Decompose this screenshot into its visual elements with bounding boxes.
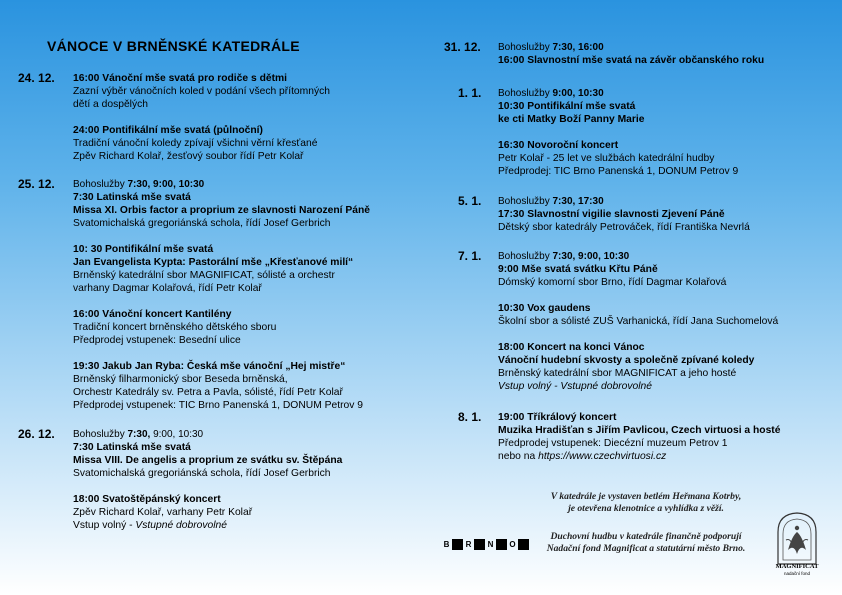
event-text: Tradiční vánoční koledy zpívají všichni věrní křesťané <box>73 138 318 149</box>
event-title: 9:00 Mše svatá svátku Křtu Páně <box>498 264 658 275</box>
services-line: Bohoslužby 9:00, 10:30 <box>498 88 604 99</box>
event-title: 16:30 Novoroční koncert <box>498 140 619 151</box>
event-subtitle: ke cti Matky Boží Panny Marie <box>498 114 645 125</box>
event-text: Zpěv Richard Kolař, varhany Petr Kolař <box>73 507 253 518</box>
event-title: 18:00 Koncert na konci Vánoc <box>498 342 645 353</box>
date-8-1: 8. 1. <box>458 410 482 424</box>
event-title: 24:00 Pontifikální mše svatá (půlnoční) <box>73 125 263 136</box>
event-title: 17:30 Slavnostní vigilie slavnosti Zjevení Páně <box>498 209 725 220</box>
website-link[interactable]: https://www.czechvirtuosi.cz <box>538 451 667 462</box>
event-text: Brněnský katedrální sbor MAGNIFICAT, sólisté a orchestr <box>73 270 335 281</box>
event-text: Petr Kolař - 25 let ve službách katedrální hudby <box>498 153 715 164</box>
magnificat-logo-icon <box>772 510 822 578</box>
date-5-1: 5. 1. <box>458 194 482 208</box>
event-title: 10: 30 Pontifikální mše svatá <box>73 244 214 255</box>
date-24-12: 24. 12. <box>18 71 55 85</box>
event-text: Dómský komorní sbor Brno, řídí Dagmar Kolařová <box>498 277 727 288</box>
logo-sub: nadační fond <box>783 571 811 576</box>
event-subtitle: Missa VIII. De angelis a proprium ze svátku sv. Štěpána <box>73 455 343 466</box>
event-text: Brněnský katedrální sbor MAGNIFICAT a jeho hosté <box>498 368 737 379</box>
services-line: Bohoslužby 7:30, 17:30 <box>498 196 604 207</box>
date-7-1: 7. 1. <box>458 249 482 263</box>
entry-1-1 <box>498 87 738 178</box>
entry-24-12 <box>73 72 330 163</box>
event-title: 7:30 Latinská mše svatá <box>73 192 191 203</box>
page-title: VÁNOCE V BRNĚNSKÉ KATEDRÁLE <box>47 38 300 54</box>
event-text: Vstup volný - Vstupné dobrovolné <box>498 381 652 392</box>
services-line: Bohoslužby 7:30, 16:00 <box>498 42 604 53</box>
entry-7-1 <box>498 250 778 393</box>
services-line: Bohoslužby 7:30, 9:00, 10:30 <box>73 179 205 190</box>
event-title: 19:00 Tříkrálový koncert <box>498 412 617 423</box>
services-line: Bohoslužby 7:30, 9:00, 10:30 <box>73 429 204 440</box>
event-text: Předprodej vstupenek: TIC Brno Panenská 1, DONUM Petrov 9 <box>73 400 363 411</box>
event-text: Předprodej vstupenek: Besední ulice <box>73 335 241 346</box>
event-title: 16:00 Vánoční mše svatá pro rodiče s dětmi <box>73 73 288 84</box>
logo-name: MAGNIFICAT <box>775 563 819 570</box>
event-title: 10:30 Pontifikální mše svatá <box>498 101 636 112</box>
event-text: Tradiční koncert brněnského dětského sboru <box>73 322 277 333</box>
event-subtitle: Jan Evangelista Kypta: Pastorální mše „Křesťanové milí“ <box>73 257 354 268</box>
event-text: Předprodej: TIC Brno Panenská 1, DONUM Petrov 9 <box>498 166 739 177</box>
entry-31-12 <box>498 41 764 67</box>
event-text: Dětský sbor katedrály Petrováček, řídí Františka Nevrlá <box>498 222 750 233</box>
services-line: Bohoslužby 7:30, 9:00, 10:30 <box>498 251 630 262</box>
event-text: Předprodej vstupenek: Diecézní muzeum Petrov 1 <box>498 438 728 449</box>
event-title: 7:30 Latinská mše svatá <box>73 442 191 453</box>
brno-logo <box>441 539 529 550</box>
brno-letter: B <box>443 540 450 549</box>
event-text: Svatomichalská gregoriánská schola, řídí Josef Gerbrich <box>73 218 331 229</box>
event-subtitle: Muzika Hradišťan s Jiřím Pavlicou, Czech virtuosi a hosté <box>498 425 781 436</box>
event-text: Školní sbor a sólisté ZUŠ Varhanická, řídí Jana Suchomelová <box>498 316 779 327</box>
entry-25-12 <box>73 178 370 412</box>
entry-5-1 <box>498 195 750 234</box>
event-text: Zpěv Richard Kolař, žesťový soubor řídí Petr Kolař <box>73 151 304 162</box>
event-text: nebo na https://www.czechvirtuosi.cz <box>498 451 667 462</box>
event-title: 18:00 Svatoštěpánský koncert <box>73 494 221 505</box>
brno-square <box>496 539 507 550</box>
event-text: varhany Dagmar Kolařová, řídí Petr Kolař <box>73 283 262 294</box>
event-text: Vstup volný - Vstupné dobrovolné <box>73 520 227 531</box>
date-31-12: 31. 12. <box>444 40 481 54</box>
brno-letter: N <box>487 540 494 549</box>
event-title: 16:00 Slavnostní mše svatá na závěr občanského roku <box>498 55 765 66</box>
brno-letter: R <box>465 540 472 549</box>
nativity-note: V katedrále je vystaven betlém Heřmana Kotrby, je otevřena klenotnice a vyhlídka z věží. <box>550 491 742 514</box>
entry-26-12 <box>73 428 342 532</box>
event-subtitle: Missa XI. Orbis factor a proprium ze slavnosti Narození Páně <box>73 205 370 216</box>
event-title: 16:00 Vánoční koncert Kantilény <box>73 309 232 320</box>
event-title: 19:30 Jakub Jan Ryba: Česká mše vánoční „Hej mistře“ <box>73 361 346 372</box>
brno-square <box>474 539 485 550</box>
brno-letter: O <box>509 540 516 549</box>
brno-square <box>518 539 529 550</box>
event-subtitle: Vánoční hudební skvosty a společně zpívané koledy <box>498 355 755 366</box>
event-text: Brněnský filharmonický sbor Beseda brněnská, <box>73 374 288 385</box>
event-text: Zazní výběr vánočních koled v podání všech přítomných <box>73 86 330 97</box>
date-25-12: 25. 12. <box>18 177 55 191</box>
event-title: 10:30 Vox gaudens <box>498 303 591 314</box>
event-text: Svatomichalská gregoriánská schola, řídí Josef Gerbrich <box>73 468 331 479</box>
entry-8-1 <box>498 411 780 463</box>
sponsor-note: Duchovní hudbu v katedrále finančně podporují Nadační fond Magnificat a statutární město Brno. <box>546 531 746 554</box>
event-text: dětí a dospělých <box>73 99 148 110</box>
event-text: Orchestr Katedrály sv. Petra a Pavla, sólisté, řídí Petr Kolař <box>73 387 343 398</box>
date-1-1: 1. 1. <box>458 86 482 100</box>
date-26-12: 26. 12. <box>18 427 55 441</box>
brno-square <box>452 539 463 550</box>
